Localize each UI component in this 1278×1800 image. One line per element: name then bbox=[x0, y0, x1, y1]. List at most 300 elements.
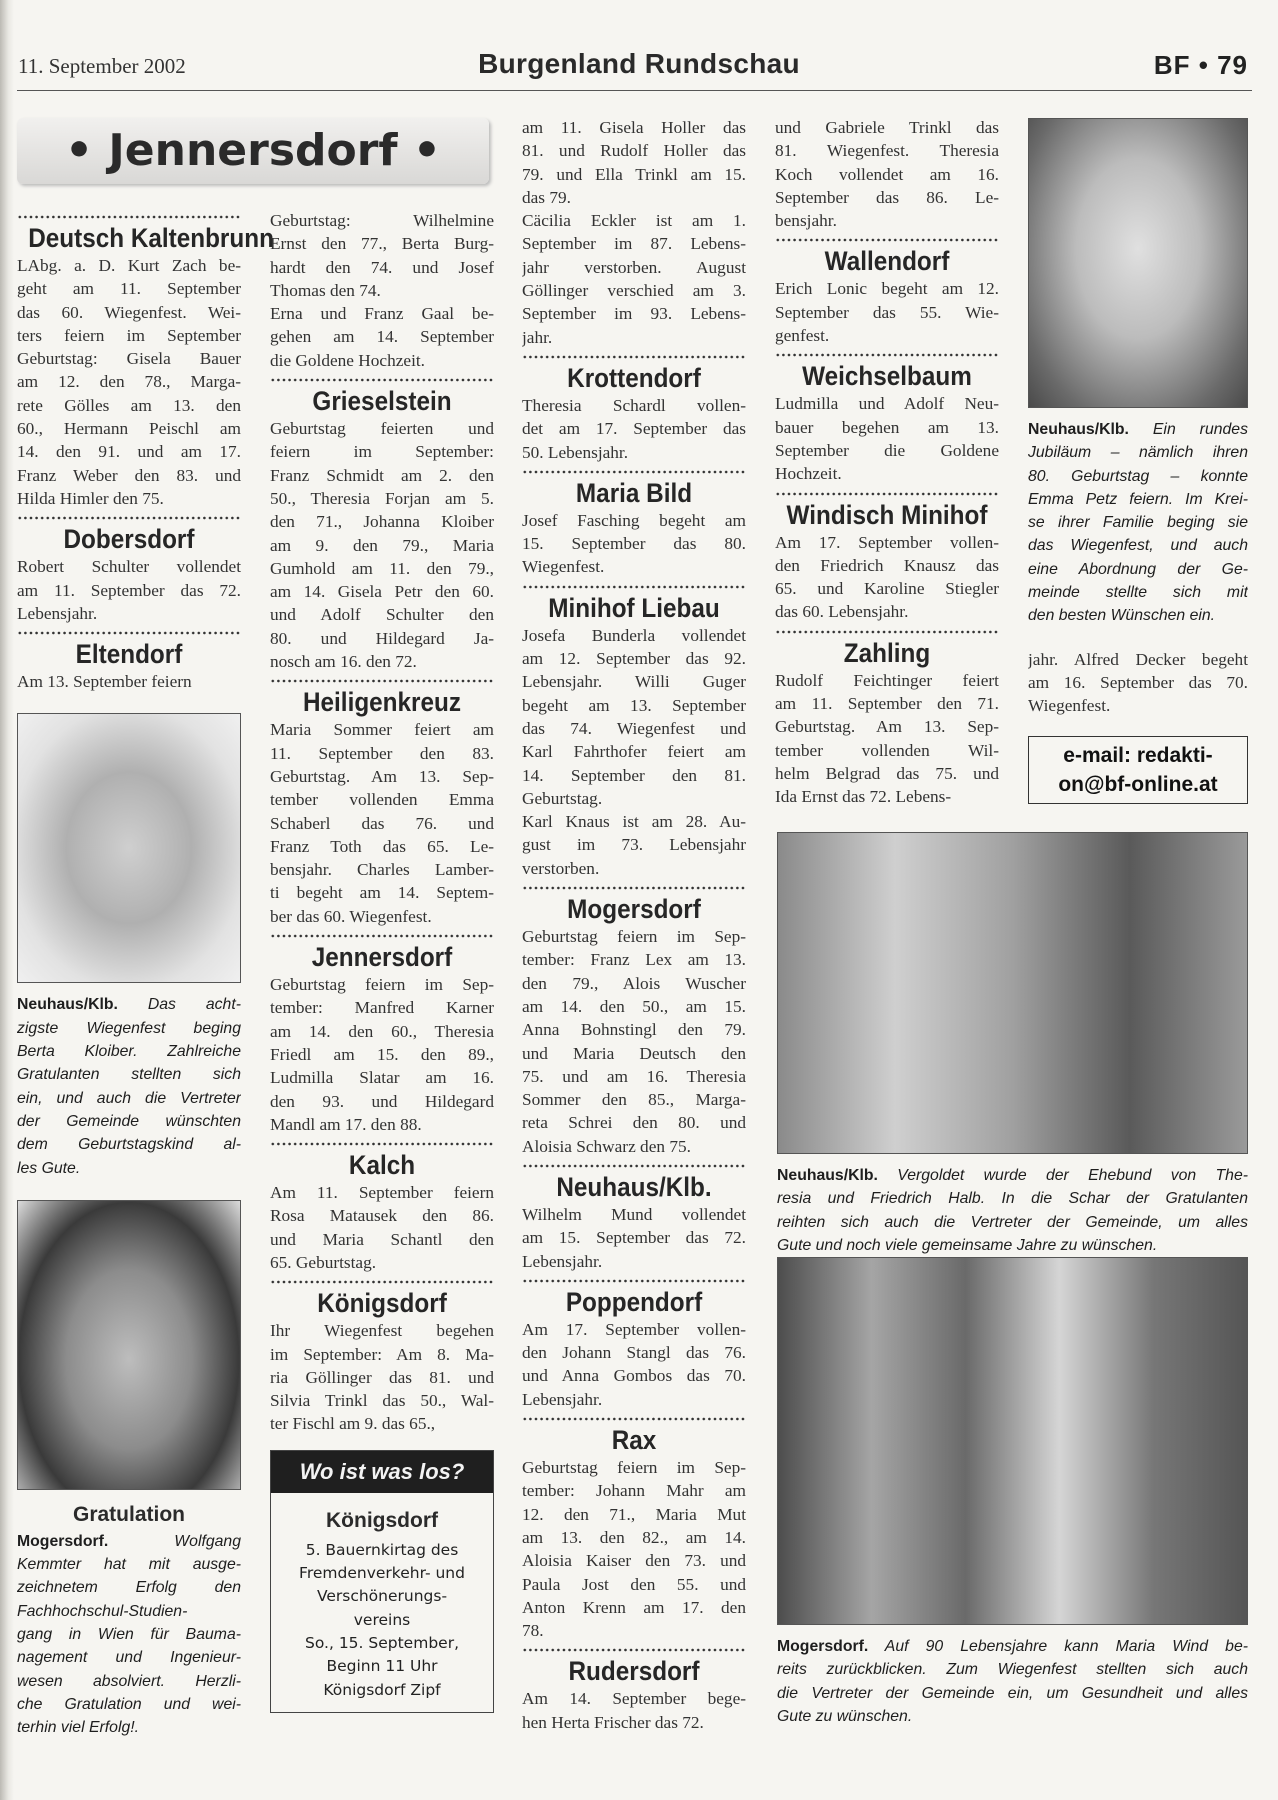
caption-line bbox=[1028, 558, 1248, 581]
text-line: Koch vollendet am 16. bbox=[775, 164, 999, 184]
caption-text: Gratulanten stellten sich bbox=[17, 1066, 241, 1084]
text-line: Thomas den 74. bbox=[270, 280, 381, 300]
caption-text: Berta Kloiber. Zahlreiche bbox=[17, 1043, 241, 1061]
caption-line bbox=[17, 1600, 241, 1623]
text-line: Am 17. September vollen- bbox=[775, 532, 999, 552]
text-line: Franz Schmidt am 2. den bbox=[270, 465, 494, 485]
events-box-line: Königsdorf Zipf bbox=[323, 1680, 441, 1699]
text-line: am 11. September den 71. bbox=[775, 694, 999, 714]
village-heading: Wallendorf bbox=[824, 246, 950, 277]
events-box-line: Beginn 11 Uhr bbox=[326, 1657, 438, 1676]
text-line: jahr. bbox=[522, 327, 553, 347]
caption-line bbox=[1028, 604, 1248, 627]
caption-line bbox=[777, 1635, 1248, 1658]
text-line: Geburtstag feierten und bbox=[270, 419, 494, 439]
text-line: Aloisia Kaiser den 73. und bbox=[522, 1551, 746, 1571]
text-line: genfest. bbox=[775, 326, 830, 346]
caption-line bbox=[1028, 441, 1248, 464]
paragraph bbox=[522, 624, 746, 810]
text-line: Theresia Schardl vollen- bbox=[522, 395, 746, 415]
text-line: 14. den 91. und am 17. bbox=[17, 442, 241, 462]
dotted-divider bbox=[270, 1278, 494, 1286]
caption-line bbox=[17, 1157, 241, 1180]
photo-caption bbox=[777, 1164, 1248, 1257]
text-line: 81. Wiegenfest. Theresia bbox=[775, 141, 999, 161]
text-line: Schaberl das 76. und bbox=[270, 813, 494, 833]
photo-berta bbox=[17, 713, 241, 983]
text-line: 12. den 71., Maria Mut bbox=[522, 1504, 746, 1524]
caption-text: die Vertreter der Gemeinde ein, um Gesundheit und alles bbox=[777, 1684, 1248, 1702]
dotted-divider bbox=[522, 468, 746, 476]
paragraph bbox=[17, 254, 241, 510]
paragraph bbox=[522, 1203, 746, 1273]
text-line: Maria Sommer feiert am bbox=[270, 720, 494, 740]
column-3 bbox=[522, 116, 746, 1734]
caption-text: das Wiegenfest, und auch bbox=[1028, 537, 1248, 555]
paragraph bbox=[1028, 648, 1248, 718]
caption-line bbox=[1028, 418, 1248, 441]
email-line: e-mail: redakti- bbox=[1063, 743, 1213, 767]
paragraph bbox=[270, 1319, 494, 1435]
paragraph bbox=[775, 531, 999, 624]
text-line: Josefa Bunderla vollendet bbox=[522, 625, 746, 645]
caption-line bbox=[17, 1063, 241, 1086]
photo-caption bbox=[17, 1530, 241, 1740]
village-heading: Neuhaus/Klb. bbox=[556, 1171, 712, 1202]
text-line: am 14. den 60., Theresia bbox=[270, 1021, 494, 1041]
text-line: bauer begehen am 13. bbox=[775, 417, 999, 437]
dotted-divider bbox=[270, 932, 494, 940]
text-line: ti begeht am 14. Septem- bbox=[270, 883, 494, 903]
caption-line bbox=[17, 1646, 241, 1669]
section-masthead: • Jennersdorf • bbox=[17, 118, 489, 184]
village-heading: Minihof Liebau bbox=[548, 592, 720, 623]
village-heading: Rax bbox=[611, 1425, 657, 1456]
caption-text: che Gratulation und wei- bbox=[17, 1695, 241, 1713]
text-line: Anna Bohnstingl den 79. bbox=[522, 1020, 746, 1040]
text-line: hardt den 74. und Josef bbox=[270, 257, 494, 277]
text-line: Josef Fasching begeht am bbox=[522, 510, 746, 530]
caption-line bbox=[17, 1530, 241, 1553]
caption-text: Jubiläum – nämlich ihren bbox=[1028, 444, 1248, 462]
caption-text: nagement und Ingenieur- bbox=[17, 1649, 241, 1667]
caption-line bbox=[1028, 488, 1248, 511]
text-line: 75. und am 16. Theresia bbox=[522, 1066, 746, 1086]
text-line: helm Belgrad das 75. und bbox=[775, 763, 999, 783]
text-line: Am 11. September feiern bbox=[270, 1183, 494, 1203]
caption-line bbox=[17, 1110, 241, 1133]
caption-line bbox=[17, 1716, 241, 1739]
page-number: BF • 79 bbox=[1153, 50, 1248, 80]
text-line: Franz Toth das 65. Le- bbox=[270, 836, 494, 856]
dotted-divider bbox=[775, 236, 999, 244]
column-5 bbox=[1028, 118, 1248, 804]
caption-text: ein, und auch die Vertreter bbox=[17, 1089, 241, 1107]
caption-line bbox=[777, 1682, 1248, 1705]
text-line: Lebensjahr. bbox=[522, 1251, 603, 1271]
text-line: 79. und Ella Trinkl am 15. bbox=[522, 164, 746, 184]
text-line: nosch am 16. den 72. bbox=[270, 652, 417, 672]
column-1 bbox=[17, 209, 274, 1740]
photo-emma bbox=[1028, 118, 1248, 408]
text-line: reta Schrei den 80. und bbox=[522, 1113, 746, 1133]
text-line: bensjahr. Charles Lamber- bbox=[270, 860, 494, 880]
text-line: tember vollenden Emma bbox=[270, 790, 494, 810]
caption-text: Wolfgang bbox=[108, 1532, 241, 1550]
text-line: September das 86. Le- bbox=[775, 187, 999, 207]
text-line: Gumhold am 11. den 79., bbox=[270, 558, 494, 578]
text-line: Karl Fahrthofer feiert am bbox=[522, 742, 746, 762]
caption-text: meinde stellte sich mit bbox=[1028, 584, 1248, 602]
caption-text: der Gemeinde wünschten bbox=[17, 1112, 241, 1130]
paragraph bbox=[775, 392, 999, 485]
paragraph bbox=[270, 417, 494, 673]
photo-couple bbox=[777, 832, 1248, 1154]
text-line: Rosa Matausek den 86. bbox=[270, 1206, 494, 1226]
text-line: Lebensjahr. bbox=[522, 1389, 603, 1409]
text-line: LAbg. a. D. Kurt Zach be- bbox=[17, 256, 241, 275]
caption-line bbox=[1028, 581, 1248, 604]
dotted-divider bbox=[522, 884, 746, 892]
text-line: am 15. September das 72. bbox=[522, 1228, 746, 1248]
caption-text: Ein rundes bbox=[1128, 421, 1248, 438]
text-line: September im 93. Lebens- bbox=[522, 304, 746, 324]
events-box-line: Verschönerungs- bbox=[316, 1587, 448, 1606]
paragraph bbox=[522, 1687, 746, 1734]
text-line: Am 14. September bege- bbox=[522, 1689, 746, 1709]
caption-text: reits zurückblicken. Zum Wiegenfest stellten sich auch bbox=[777, 1661, 1248, 1679]
photo-group bbox=[777, 1257, 1248, 1625]
text-line: am 12. den 78., Marga- bbox=[17, 372, 241, 392]
caption-line bbox=[777, 1164, 1248, 1187]
text-line: am 9. den 79., Maria bbox=[270, 535, 494, 555]
paragraph bbox=[270, 1181, 494, 1274]
dotted-divider bbox=[17, 514, 241, 522]
text-line: verstorben. bbox=[522, 858, 600, 878]
caption-line bbox=[1028, 511, 1248, 534]
caption-line bbox=[17, 1017, 241, 1040]
text-line: ria Göllinger das 81. und bbox=[270, 1367, 494, 1387]
text-line: Geburtstag feiern im Sep- bbox=[270, 975, 494, 995]
text-line: Wiegenfest. bbox=[1028, 696, 1111, 716]
caption-text: gang in Wien für Bauma- bbox=[17, 1626, 241, 1644]
photo-wolfgang bbox=[17, 1200, 241, 1490]
paragraph bbox=[522, 116, 746, 209]
text-line: das 79. bbox=[522, 187, 571, 207]
dotted-divider bbox=[270, 376, 494, 384]
village-heading: Maria Bild bbox=[575, 477, 693, 508]
paragraph bbox=[270, 209, 494, 302]
paragraph bbox=[775, 116, 999, 232]
text-line: hen Herta Frischer das 72. bbox=[522, 1712, 704, 1732]
text-line: das 74. Wiegenfest und bbox=[522, 718, 746, 738]
caption-line bbox=[777, 1705, 1248, 1728]
text-line: Geburtstag. Am 13. Sep- bbox=[270, 766, 494, 786]
email-box bbox=[1028, 736, 1248, 804]
text-line: tember: Johann Mahr am bbox=[522, 1481, 746, 1501]
caption-text: terhin viel Erfolg!. bbox=[17, 1719, 140, 1737]
caption-text: Gute und noch viele gemeinsame Jahre zu wünschen. bbox=[777, 1236, 1158, 1254]
text-line: Mandl am 17. den 88. bbox=[270, 1114, 422, 1134]
caption-line bbox=[17, 993, 241, 1016]
text-line: gust im 73. Lebensjahr bbox=[522, 835, 746, 855]
photo-caption bbox=[777, 1635, 1248, 1728]
text-line: Ludmilla Slatar am 16. bbox=[270, 1068, 494, 1088]
dotted-divider bbox=[522, 1162, 746, 1170]
text-line: am 11. September das 72. bbox=[17, 580, 241, 600]
caption-line bbox=[17, 1087, 241, 1110]
text-line: 50., Theresia Forjan am 5. bbox=[270, 488, 494, 508]
photo-area bbox=[777, 832, 1248, 1728]
dotted-divider bbox=[522, 353, 746, 361]
paragraph bbox=[270, 302, 494, 372]
dotted-divider bbox=[522, 1646, 746, 1654]
text-line: Ludmilla und Adolf Neu- bbox=[775, 394, 999, 414]
dotted-divider bbox=[17, 213, 241, 221]
text-line: am 13. den 82., am 14. bbox=[522, 1527, 746, 1547]
caption-line bbox=[17, 1553, 241, 1576]
text-line: und Maria Schantl den bbox=[270, 1229, 494, 1249]
text-line: tember: Manfred Karner bbox=[270, 998, 494, 1018]
text-line: Sommer den 85., Marga- bbox=[522, 1090, 746, 1110]
village-heading: Windisch Minihof bbox=[786, 499, 988, 530]
caption-text: zigste Wiegenfest beging bbox=[17, 1019, 241, 1037]
text-line: 78. bbox=[522, 1621, 544, 1641]
photo-caption bbox=[1028, 418, 1248, 628]
caption-text: eine Abordnung der Ge- bbox=[1028, 560, 1248, 578]
text-line: Anton Krenn am 17. den bbox=[522, 1597, 746, 1617]
paragraph bbox=[522, 1318, 746, 1411]
text-line: den Friedrich Knausz das bbox=[775, 555, 999, 575]
village-heading: Kalch bbox=[348, 1150, 416, 1181]
text-line: Geburtstag: Wilhelmine bbox=[270, 211, 494, 230]
village-heading: Krottendorf bbox=[567, 362, 701, 393]
village-heading: Eltendorf bbox=[75, 639, 183, 670]
header-rule bbox=[17, 90, 1252, 91]
caption-text: Vergoldet wurde der Ehebund von The- bbox=[877, 1167, 1248, 1184]
paragraph bbox=[522, 209, 746, 349]
text-line: tember: Franz Lex am 13. bbox=[522, 950, 746, 970]
column-4 bbox=[775, 116, 999, 809]
newspaper-title: Burgenland Rundschau bbox=[478, 48, 800, 79]
text-line: das 60. Lebensjahr. bbox=[775, 602, 909, 622]
text-line: Silvia Trinkl das 50., Wal- bbox=[270, 1391, 494, 1411]
village-heading: Königsdorf bbox=[317, 1288, 447, 1319]
text-line: Hilda Himler den 75. bbox=[17, 488, 164, 508]
text-line: 65. Geburtstag. bbox=[270, 1252, 377, 1272]
text-line: 50. Lebensjahr. bbox=[522, 442, 629, 462]
events-box-title: Wo ist was los? bbox=[271, 1451, 493, 1493]
text-line: Geburtstag feiern im Sep- bbox=[522, 1458, 746, 1478]
paragraph bbox=[522, 1456, 746, 1642]
text-line: geht am 11. September bbox=[17, 279, 241, 299]
caption-text: 80. Geburtstag – konnte bbox=[1028, 467, 1248, 485]
caption-line bbox=[777, 1234, 1248, 1257]
text-line: Wiegenfest. bbox=[522, 557, 605, 577]
text-line: die Goldene Hochzeit. bbox=[270, 350, 425, 370]
text-line: det am 17. September das bbox=[522, 419, 746, 439]
photo-caption bbox=[17, 993, 241, 1179]
text-line: September im 87. Lebens- bbox=[522, 234, 746, 254]
text-line: 11. September den 83. bbox=[270, 743, 494, 763]
text-line: Ernst den 77., Berta Burg- bbox=[270, 234, 494, 254]
text-line: 65. und Karoline Stiegler bbox=[775, 579, 999, 599]
caption-line bbox=[777, 1211, 1248, 1234]
caption-text: Auf 90 Lebensjahre kann Maria Wind be- bbox=[868, 1638, 1248, 1656]
caption-text: Gute zu wünschen. bbox=[777, 1708, 913, 1726]
text-line: ter Fischl am 9. das 65., bbox=[270, 1414, 436, 1434]
caption-line bbox=[777, 1658, 1248, 1681]
caption-line bbox=[777, 1187, 1248, 1210]
caption-text: dem Geburtstagskind al- bbox=[17, 1136, 241, 1154]
text-line: 14. September den 81. bbox=[522, 765, 746, 785]
issue-date: 11. September 2002 bbox=[18, 54, 186, 78]
text-line: Paula Jost den 55. und bbox=[522, 1574, 746, 1594]
paragraph bbox=[270, 718, 494, 928]
caption-text: den besten Wünschen ein. bbox=[1028, 607, 1216, 625]
dotted-divider bbox=[775, 351, 999, 359]
village-heading: Weichselbaum bbox=[802, 361, 972, 392]
text-line: das 60. Wiegenfest. Wei- bbox=[17, 302, 241, 322]
paragraph bbox=[522, 810, 746, 880]
email-line: on@bf-online.at bbox=[1058, 772, 1218, 796]
caption-line bbox=[17, 1576, 241, 1599]
village-heading: Deutsch Kaltenbrunn bbox=[28, 223, 274, 253]
paragraph bbox=[522, 925, 746, 1158]
text-line: Robert Schulter vollendet bbox=[17, 557, 241, 577]
paragraph bbox=[17, 555, 241, 625]
events-box-line: 5. Bauernkirtag des bbox=[305, 1540, 459, 1559]
text-line: rete Gölles am 13. den bbox=[17, 395, 241, 415]
text-line: begeht am 13. September bbox=[522, 695, 746, 715]
text-line: Geburtstag. Am 13. Sep- bbox=[775, 717, 999, 737]
village-heading: Zahling bbox=[843, 637, 931, 668]
text-line: gehen am 14. September bbox=[270, 327, 494, 347]
caption-lead: Neuhaus/Klb. bbox=[777, 1167, 878, 1184]
text-line: Geburtstag. bbox=[522, 788, 603, 808]
text-line: den 71., Johanna Kloiber bbox=[270, 512, 494, 532]
text-line: Geburtstag feiern im Sep- bbox=[522, 927, 746, 947]
dotted-divider bbox=[775, 628, 999, 636]
text-line: am 14. Gisela Petr den 60. bbox=[270, 582, 494, 602]
column-2 bbox=[270, 209, 494, 1713]
caption-lead: Mogersdorf. bbox=[777, 1638, 869, 1656]
dotted-divider bbox=[522, 1415, 746, 1423]
dotted-divider bbox=[522, 583, 746, 591]
dotted-divider bbox=[270, 677, 494, 685]
text-line: Cäcilia Eckler ist am 1. bbox=[522, 211, 746, 231]
text-line: den 93. und Hildegard bbox=[270, 1091, 494, 1111]
paragraph bbox=[17, 670, 241, 693]
village-heading: Jennersdorf bbox=[311, 942, 453, 973]
dotted-divider bbox=[522, 1277, 746, 1285]
events-box-heading: Königsdorf bbox=[326, 1508, 438, 1532]
text-line: Erna und Franz Gaal be- bbox=[270, 304, 494, 324]
village-heading: Poppendorf bbox=[565, 1286, 703, 1317]
text-line: Am 17. September vollen- bbox=[522, 1319, 746, 1339]
dotted-divider bbox=[17, 629, 241, 637]
text-line: 60., Hermann Peischl am bbox=[17, 419, 241, 439]
paragraph bbox=[522, 509, 746, 579]
caption-text: wesen absolviert. Herzli- bbox=[17, 1672, 241, 1690]
page-edge bbox=[0, 0, 14, 1800]
text-line: Am 13. September feiern bbox=[17, 672, 192, 692]
text-line: im September: Am 8. Ma- bbox=[270, 1344, 494, 1364]
text-line: ber das 60. Wiegenfest. bbox=[270, 906, 432, 926]
paragraph bbox=[775, 277, 999, 347]
text-line: Ida Ernst das 72. Lebens- bbox=[775, 787, 952, 807]
caption-lead: Neuhaus/Klb. bbox=[1028, 421, 1129, 438]
text-line: Hochzeit. bbox=[775, 464, 842, 484]
text-line: den Johann Stangl das 76. bbox=[522, 1343, 746, 1363]
text-line: Rudolf Feichtinger feiert bbox=[775, 670, 999, 690]
village-heading: Heiligenkreuz bbox=[302, 687, 462, 718]
caption-line bbox=[1028, 465, 1248, 488]
subheading: Gratulation bbox=[72, 1502, 185, 1526]
caption-line bbox=[17, 1670, 241, 1693]
caption-line bbox=[17, 1040, 241, 1063]
text-line: jahr. Alfred Decker begeht bbox=[1028, 649, 1248, 669]
paragraph bbox=[270, 973, 494, 1136]
text-line: 80. und Hildegard Ja- bbox=[270, 628, 494, 648]
caption-text: Fachhochschul-Studien- bbox=[17, 1602, 188, 1620]
text-line: Lebensjahr. Willi Guger bbox=[522, 672, 746, 692]
paragraph bbox=[775, 669, 999, 809]
events-box-line: Fremdenverkehr- und bbox=[299, 1564, 465, 1583]
text-line: Wilhelm Mund vollendet bbox=[522, 1204, 746, 1224]
caption-text: Emma Petz feiern. Im Krei- bbox=[1028, 490, 1248, 508]
text-line: bensjahr. bbox=[775, 211, 837, 231]
village-heading: Mogersdorf bbox=[567, 894, 701, 925]
village-heading: Grieselstein bbox=[312, 386, 452, 417]
events-box-line: So., 15. September, bbox=[304, 1633, 459, 1652]
text-line: Friedl am 15. den 89., bbox=[270, 1044, 494, 1064]
text-line: Ihr Wiegenfest begehen bbox=[270, 1321, 494, 1341]
text-line: September das 55. Wie- bbox=[775, 302, 999, 322]
text-line: und Adolf Schulter den bbox=[270, 605, 494, 625]
text-line: Geburtstag: Gisela Bauer bbox=[17, 349, 241, 369]
caption-text: se ihrer Familie beging sie bbox=[1028, 514, 1248, 532]
caption-line bbox=[17, 1623, 241, 1646]
text-line: Göllinger verschied am 3. bbox=[522, 281, 746, 301]
caption-text: reihten sich auch die Vertreter der Gemeinde, um alles bbox=[777, 1213, 1248, 1231]
text-line: Aloisia Schwarz den 75. bbox=[522, 1136, 691, 1156]
text-line: am 14. den 50., am 15. bbox=[522, 996, 746, 1016]
caption-lead: Neuhaus/Klb. bbox=[17, 996, 118, 1014]
text-line: am 16. September das 70. bbox=[1028, 672, 1248, 692]
text-line: am 12. September das 92. bbox=[522, 649, 746, 669]
text-line: feiern im September: bbox=[270, 442, 494, 462]
text-line: ters feiern im September bbox=[17, 325, 241, 345]
text-line: September die Goldene bbox=[775, 440, 999, 460]
caption-text: zeichnetem Erfolg den bbox=[17, 1579, 241, 1597]
text-line: und Gabriele Trinkl das bbox=[775, 118, 999, 137]
paragraph bbox=[522, 394, 746, 464]
dotted-divider bbox=[775, 490, 999, 498]
caption-line bbox=[17, 1133, 241, 1156]
text-line: 81. und Rudolf Holler das bbox=[522, 141, 746, 161]
caption-line bbox=[1028, 534, 1248, 557]
village-heading: Dobersdorf bbox=[63, 524, 195, 555]
caption-lead: Mogersdorf. bbox=[17, 1532, 109, 1550]
caption-text: resia und Friedrich Halb. In die Schar der Gratulanten bbox=[777, 1190, 1248, 1208]
text-line: am 11. Gisela Holler das bbox=[522, 118, 746, 137]
text-line: Franz Weber den 83. und bbox=[17, 465, 241, 485]
text-line: tember vollenden Wil- bbox=[775, 740, 999, 760]
caption-text: Kemmter hat mit ausge- bbox=[17, 1556, 241, 1574]
text-line: jahr verstorben. August bbox=[522, 257, 746, 277]
caption-text: Das acht- bbox=[117, 996, 241, 1014]
